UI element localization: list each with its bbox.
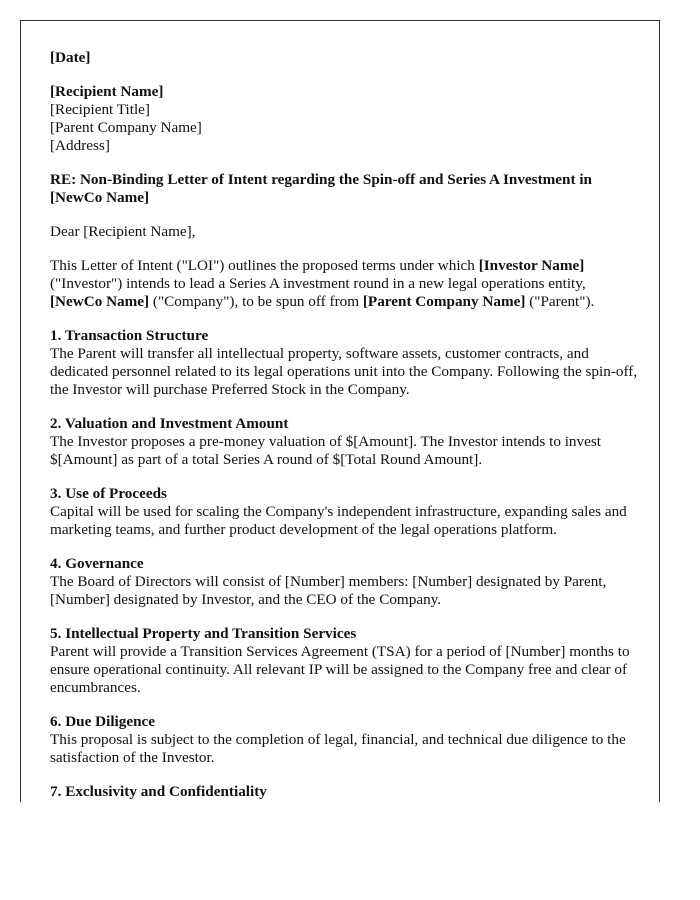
recipient-company: [Parent Company Name] [50,119,202,136]
section-ip-transition [50,625,640,697]
intro-paragraph [50,257,640,311]
letter-date: [Date] [50,49,91,66]
letter-page [20,20,660,802]
section-title: 5. Intellectual Property and Transition Services [50,625,357,642]
intro-text-2: ("Investor") intends to lead a Series A investment round in a new legal operations entity, [50,275,586,292]
section-body: The Board of Directors will consist of [Number] members: [Number] designated by Parent, [Number] designated by Investor, and the CEO of the Company. [50,573,607,608]
investor-name: [Investor Name] [478,257,585,274]
recipient-title: [Recipient Title] [50,101,150,118]
letter-content [50,49,640,802]
recipient-name: [Recipient Name] [50,83,164,100]
section-body: The Parent will transfer all intellectual property, software assets, customer contracts, and dedicated personnel related to its legal operations unit into the Company. Following the spin-off, the Investor will purchase Preferred Stock in the Company. [50,345,638,398]
section-transaction-structure [50,327,640,399]
section-valuation [50,415,640,469]
section-exclusivity [50,783,640,801]
intro-text-3: ("Company"), to be spun off from [149,293,363,310]
section-body: Parent will provide a Transition Services Agreement (TSA) for a period of [Number] months to ensure operational continuity. All relevant IP will be assigned to the Company free and clear of encumbrances. [50,643,630,696]
parent-company-name: [Parent Company Name] [362,293,526,310]
newco-name: [NewCo Name] [50,293,150,310]
section-title: 1. Transaction Structure [50,327,209,344]
salutation: Dear [Recipient Name], [50,223,196,240]
section-governance [50,555,640,609]
section-title: 6. Due Diligence [50,713,156,730]
section-use-of-proceeds [50,485,640,539]
intro-text-4: ("Parent"). [525,293,595,310]
section-body: The Investor proposes a pre-money valuation of $[Amount]. The Investor intends to invest $[Amount] as part of a total Series A round of $[Total Round Amount]. [50,433,601,468]
section-due-diligence [50,713,640,767]
recipient-block [50,83,640,155]
recipient-address: [Address] [50,137,110,154]
subject-line: RE: Non-Binding Letter of Intent regarding the Spin-off and Series A Investment in [NewCo Name] [50,171,593,206]
section-title: 2. Valuation and Investment Amount [50,415,289,432]
section-body: This proposal is subject to the completion of legal, financial, and technical due diligence to the satisfaction of the Investor. [50,731,626,766]
intro-text-1: This Letter of Intent ("LOI") outlines the proposed terms under which [50,257,479,274]
section-title: 3. Use of Proceeds [50,485,167,502]
section-title: 4. Governance [50,555,144,572]
section-title: 7. Exclusivity and Confidentiality [50,783,267,800]
section-body: Capital will be used for scaling the Company's independent infrastructure, expanding sales and marketing teams, and further product development of the legal operations platform. [50,503,627,538]
